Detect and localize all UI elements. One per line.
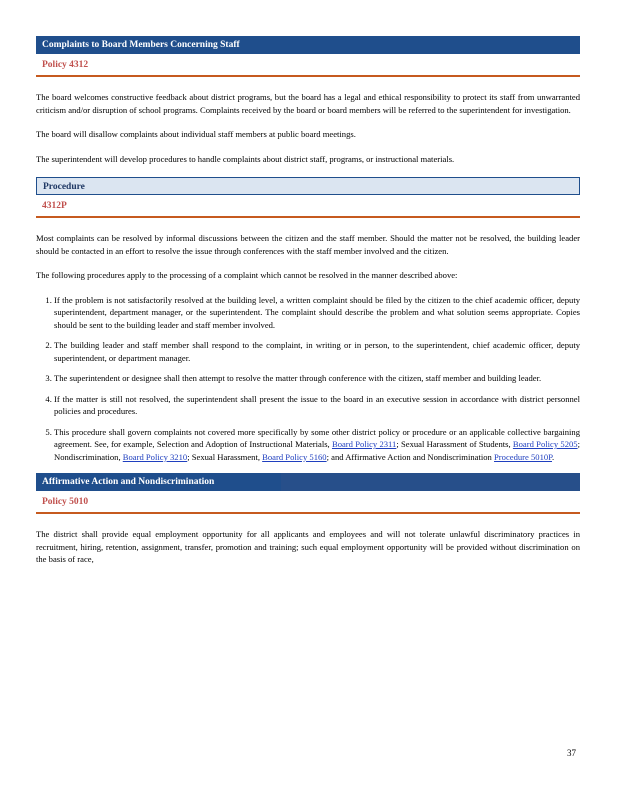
document-page (36, 36, 580, 578)
paragraph: The following procedures apply to the processing of a complaint which cannot be resolved in the manner described above: (36, 270, 458, 280)
list-item: 1. If the problem is not satisfactorily resolved at the building level, a written complaint should be filed by the citizen to the chief academic officer, deputy superintendent, department manager, or the superintendent. The complaint should describe the problem and what solution seems appropriate. Copies should be sent to the building leader and staff member involved. (54, 294, 580, 332)
link-board-policy-5205[interactable]: Board Policy 5205 (512, 439, 578, 449)
header-bar-shade (281, 473, 580, 491)
policy-number: Policy 5010 (36, 491, 580, 514)
list-item (54, 426, 580, 464)
paragraph: The superintendent will develop procedures to handle complaints about district staff, programs, or instructional materials. (36, 153, 455, 164)
procedure-steps (36, 294, 580, 464)
step-text: ; Sexual Harassment of Students, (396, 439, 511, 449)
section-header-procedure (36, 177, 580, 195)
link-board-policy-5160[interactable]: Board Policy 5160 (262, 451, 327, 462)
paragraph: The district shall provide equal employment opportunity for all applicants and employees and will not tolerate unlawful discriminatory practices in recruitment, hiring, retention, assignment, transfer, promotion and training; such equal employment opportunity will be provided without discrimination on the basis of race, (36, 529, 580, 564)
section-header-title: Procedure (43, 182, 85, 192)
procedure-number: 4312P (36, 195, 580, 218)
section-header-complaints (36, 36, 580, 54)
section-header-title: Affirmative Action and Nondiscrimination (42, 477, 215, 487)
step-text: This procedure shall govern complaints not covered more specifically by some other district policy or procedure or an applicable collective bargaining agreement. See, for example, Selection and Adoption of Instructional Materials, (54, 426, 580, 449)
link-board-policy-3210[interactable]: Board Policy 3210 (122, 451, 188, 462)
step-text: ; Sexual Harassment, (187, 451, 260, 462)
step-text: . (552, 451, 555, 462)
link-procedure-5010p[interactable]: Procedure 5010P (494, 451, 553, 462)
list-item: 4. If the matter is still not resolved, the superintendent shall present the issue to the board in an executive session in accordance with district personnel policies and procedures. (54, 393, 580, 418)
paragraph: The board will disallow complaints about individual staff members at public board meetings. (36, 129, 356, 139)
page-number: 37 (567, 748, 576, 758)
step-text: ; Nondiscrimination, (54, 439, 580, 462)
list-item: 3. The superintendent or designee shall then attempt to resolve the matter through conference with the citizen, staff member and building leader. (54, 372, 580, 385)
section-header-title: Complaints to Board Members Concerning Staff (42, 40, 240, 50)
link-board-policy-2311[interactable]: Board Policy 2311 (331, 439, 397, 449)
policy-number: Policy 4312 (36, 54, 580, 77)
paragraph: The board welcomes constructive feedback about district programs, but the board has a legal and ethical responsibility to protect its staff from unwarranted criticism and/or disruption of school programs. Complaints received by the board or board members will be referred to the superintendent for investigation. (36, 92, 580, 115)
section-header-affirmative-action (36, 473, 580, 491)
list-item: 2. The building leader and staff member shall respond to the complaint, in writing or in person, to the superintendent, chief academic officer, deputy superintendent, or department manager. (54, 339, 580, 364)
paragraph: Most complaints can be resolved by informal discussions between the citizen and the staff member. Should the matter not be resolved, the building leader should be contacted in an effort to resolve the issue through conferences with the staff member involved and the citizen. (36, 233, 580, 256)
step-text: ; and Affirmative Action and Nondiscrimination (326, 451, 492, 462)
